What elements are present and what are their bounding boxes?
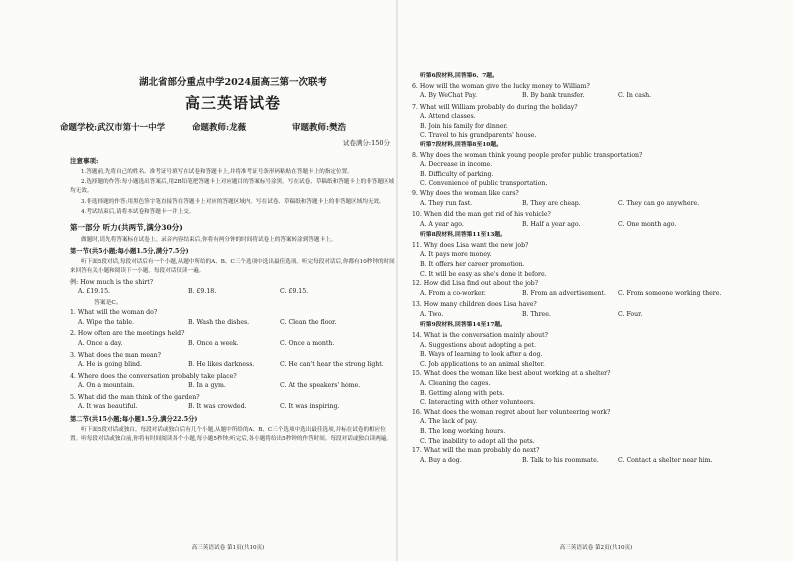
option-a: A. A year ago. xyxy=(420,220,464,228)
full-score: 试卷满分:150分 xyxy=(342,139,390,147)
listening-instruction: 听第7段材料,回答第8至10题。 xyxy=(420,142,502,149)
option-a: A. From a co-worker. xyxy=(420,289,486,297)
setting-school: 命题学校:武汉市第十一中学 xyxy=(60,123,166,133)
subject-title: 高三英语试卷 xyxy=(184,94,281,112)
question-stem: 6. How will the woman give the lucky money to William? xyxy=(412,82,590,90)
option-a: A. Cleaning the cages. xyxy=(420,379,491,387)
section1-intro: 听下面5段对话,每段对话后有一个小题,从题中所给的A、B、C三个选项中选出最佳选项。听完每段对话后,你都有10秒钟的时间来回答有关小题和阅读下一小题。每段对话仅读一遍。 xyxy=(70,259,395,275)
option-b: B. Three. xyxy=(522,310,551,318)
option-c: C. In cash. xyxy=(618,92,652,100)
notes-list xyxy=(70,168,396,217)
section2-intro: 听下面5段对话或独白。每段对话或独白后有几个小题,从题中所给的A、B、C三个选项中选出最佳选项,并标在试卷的相应位置。听每段对话或独白前,你将有时间阅读各个小题,每小题5秒钟;听完后,各小题将给出5秒钟的作答时间。每段对话或独白读两遍。 xyxy=(70,426,392,442)
option-b: B. It was crowded. xyxy=(188,403,247,411)
option-c: C. They can go anywhere. xyxy=(618,199,700,207)
option-c: C. Clean the floor. xyxy=(280,318,337,326)
reviewing-teacher: 审题教师:樊浩 xyxy=(292,123,347,133)
option-c: C. Convenience of public transportation. xyxy=(420,180,548,188)
question-options xyxy=(412,112,792,141)
question-options xyxy=(412,160,792,189)
notes-heading: 注意事项: xyxy=(70,157,99,165)
option-c: C. From someone working there. xyxy=(618,289,722,297)
exam-page-2 xyxy=(398,0,794,561)
question-stem: 14. What is the conversation mainly about? xyxy=(412,331,548,339)
option-a: A. It pays more money. xyxy=(420,251,492,259)
question-stem: 13. How many children does Lisa have? xyxy=(412,301,537,309)
option-b: B. They are cheap. xyxy=(522,199,581,207)
option-b: B. In a gym. xyxy=(188,382,226,390)
option-a: A. Wipe the table. xyxy=(78,318,135,326)
question-options xyxy=(412,220,792,230)
note-item: 2.选择题的作答:每小题选出答案后,用2B铅笔把答题卡上对应题目的答案标号涂黑。写在试卷、草稿纸和答题卡上的非答题区域均无效。 xyxy=(70,179,395,195)
question-options xyxy=(412,289,792,299)
question-stem: 16. What does the woman regret about her volunteering work? xyxy=(412,408,611,416)
question-options xyxy=(412,91,792,101)
option-b: B. Half a year ago. xyxy=(522,220,581,228)
note-item: 3.非选择题的作答:用黑色签字笔直接答在答题卡上对应的答题区域内。写在试卷、草稿纸和答题卡上的非答题区域均无效。 xyxy=(81,198,385,205)
question-options xyxy=(412,250,792,279)
note-item: 4.考试结束后,请将本试卷和答题卡一并上交。 xyxy=(81,208,195,215)
option-c: C. Once a month. xyxy=(280,340,335,347)
question-options xyxy=(412,379,792,408)
option-c: C. The inability to adopt all the pets. xyxy=(420,437,535,445)
question-stem: 3. What does the man mean? xyxy=(70,351,161,359)
option-c: C. It was inspiring. xyxy=(280,403,340,411)
option-c: C. Contact a shelter near him. xyxy=(618,456,713,464)
option-c: C. He can't hear the strong light. xyxy=(280,361,384,369)
question-stem: 15. What does the woman like best about working at a shelter? xyxy=(412,370,611,378)
question-options xyxy=(412,456,792,466)
question-options xyxy=(70,318,396,328)
question-options xyxy=(412,417,792,446)
option-b: B. Talk to his roommate. xyxy=(522,456,599,464)
question-stem: 8. Why does the woman think young people prefer public transportation? xyxy=(412,151,643,159)
option-c: C. One month ago. xyxy=(618,220,677,228)
option-c: C. Interacting with other volunteers. xyxy=(420,399,536,407)
option-a: A. Once a day. xyxy=(78,340,123,347)
page-2-footer: 高三英语试卷 第2页(共10页) xyxy=(559,545,633,551)
question-options xyxy=(412,310,792,320)
question-stem: 12. How did Lisa find out about the job? xyxy=(412,280,539,288)
option-b: B. Wash the dishes. xyxy=(188,318,250,326)
question-options xyxy=(70,402,396,412)
option-a: A. Buy a dog. xyxy=(420,456,462,464)
listening-instruction: 听第8段材料,回答第11至13题。 xyxy=(420,232,506,239)
question-options xyxy=(70,381,396,391)
author-info-row xyxy=(60,121,396,135)
option-b: B. Join his family for dinner. xyxy=(420,122,508,130)
section1-heading: 第一节(共5小题;每小题1.5分,满分7.5分) xyxy=(70,248,189,256)
page-1-content xyxy=(60,74,396,445)
question-stem: 11. Why does Lisa want the new job? xyxy=(412,241,529,249)
example-answer: 答案是C。 xyxy=(94,299,122,306)
option-c: C. At the speakers' home. xyxy=(280,382,361,390)
exam-page-1 xyxy=(0,0,396,561)
option-b: B. It offers her career promotion. xyxy=(420,261,525,268)
option-a: A. On a mountain. xyxy=(78,382,135,390)
option-b: B. Difficulty of parking. xyxy=(420,170,494,178)
listening-instruction: 听第6段材料,回答第6、7题。 xyxy=(420,73,498,79)
questions-1-to-5 xyxy=(70,308,396,412)
question-stem: 9. Why does the woman like cars? xyxy=(412,190,519,198)
example-option-b: B. £9.18. xyxy=(188,288,217,296)
note-item: 1.答题前,先将自己的姓名、准考证号填写在试卷和答题卡上,并将准考证号条形码粘贴在答题卡上的指定位置。 xyxy=(81,169,353,175)
question-stem: 7. What will William probably do during the holiday? xyxy=(412,103,578,111)
option-a: A. Suggestions about adopting a pet. xyxy=(420,341,536,349)
option-a: A. Attend classes. xyxy=(420,113,476,121)
option-a: A. He is going blind. xyxy=(78,361,142,369)
option-b: B. Ways of learning to look after a dog. xyxy=(420,351,543,359)
option-a: A. Decrease in income. xyxy=(420,161,493,169)
example-option-c: C. £9.15. xyxy=(280,288,309,296)
option-a: A. They run fast. xyxy=(420,199,473,207)
exam-title: 湖北省部分重点中学2024届高三第一次联考 xyxy=(139,77,327,88)
section2-heading: 第二节(共15小题;每小题1.5分,满分22.5分) xyxy=(70,415,198,423)
option-a: A. By WeChat Pay. xyxy=(420,92,478,100)
page-2-content xyxy=(412,72,792,467)
option-a: A. Two. xyxy=(420,310,444,318)
question-stem: 4. Where does the conversation probably take place? xyxy=(70,372,237,380)
option-c: C. Four. xyxy=(618,310,643,318)
option-c: C. Travel to his grandparents' house. xyxy=(420,132,537,140)
option-b: B. Once a week. xyxy=(188,340,239,347)
question-options xyxy=(412,199,792,209)
option-b: B. The long working hours. xyxy=(420,427,506,435)
page-1-footer: 高三英语试卷 第1页(共10页) xyxy=(191,545,265,551)
example-question: 例: How much is the shirt? xyxy=(70,278,154,286)
example-options xyxy=(70,287,396,297)
question-stem: 1. What will the woman do? xyxy=(70,309,158,317)
option-c: C. Job applications to an animal shelter. xyxy=(420,360,545,368)
option-b: B. From an advertisement. xyxy=(522,289,606,297)
part1-intro: 做题时,请先将答案标在试卷上。录音内容结束后,你将有两分钟的时间将试卷上的答案转涂到答题卡上。 xyxy=(81,237,337,244)
question-options xyxy=(412,341,792,370)
question-stem: 10. When did the man get rid of his vehicle? xyxy=(412,211,551,219)
question-stem: 5. What did the man think of the garden? xyxy=(70,393,200,401)
option-a: A. The lack of pay. xyxy=(420,418,478,426)
question-stem: 2. How often are the meetings held? xyxy=(70,330,185,338)
option-b: B. By bank transfer. xyxy=(522,92,585,100)
listening-instruction: 听第9段材料,回答第14至17题。 xyxy=(420,322,506,329)
question-stem: 17. What will the man probably do next? xyxy=(412,447,540,455)
example-option-a: A. £19.15. xyxy=(78,288,111,296)
question-options xyxy=(70,360,396,370)
question-options xyxy=(70,339,396,349)
setting-teacher: 命题教师:龙薇 xyxy=(192,123,247,133)
option-a: A. It was beautiful. xyxy=(78,403,138,411)
option-b: B. He likes darkness. xyxy=(188,361,255,369)
part1-heading: 第一部分 听力(共两节,满分30分) xyxy=(70,223,183,233)
option-b: B. Getting along with pets. xyxy=(420,389,505,397)
option-c: C. It will be easy as she's done it before. xyxy=(420,270,547,278)
